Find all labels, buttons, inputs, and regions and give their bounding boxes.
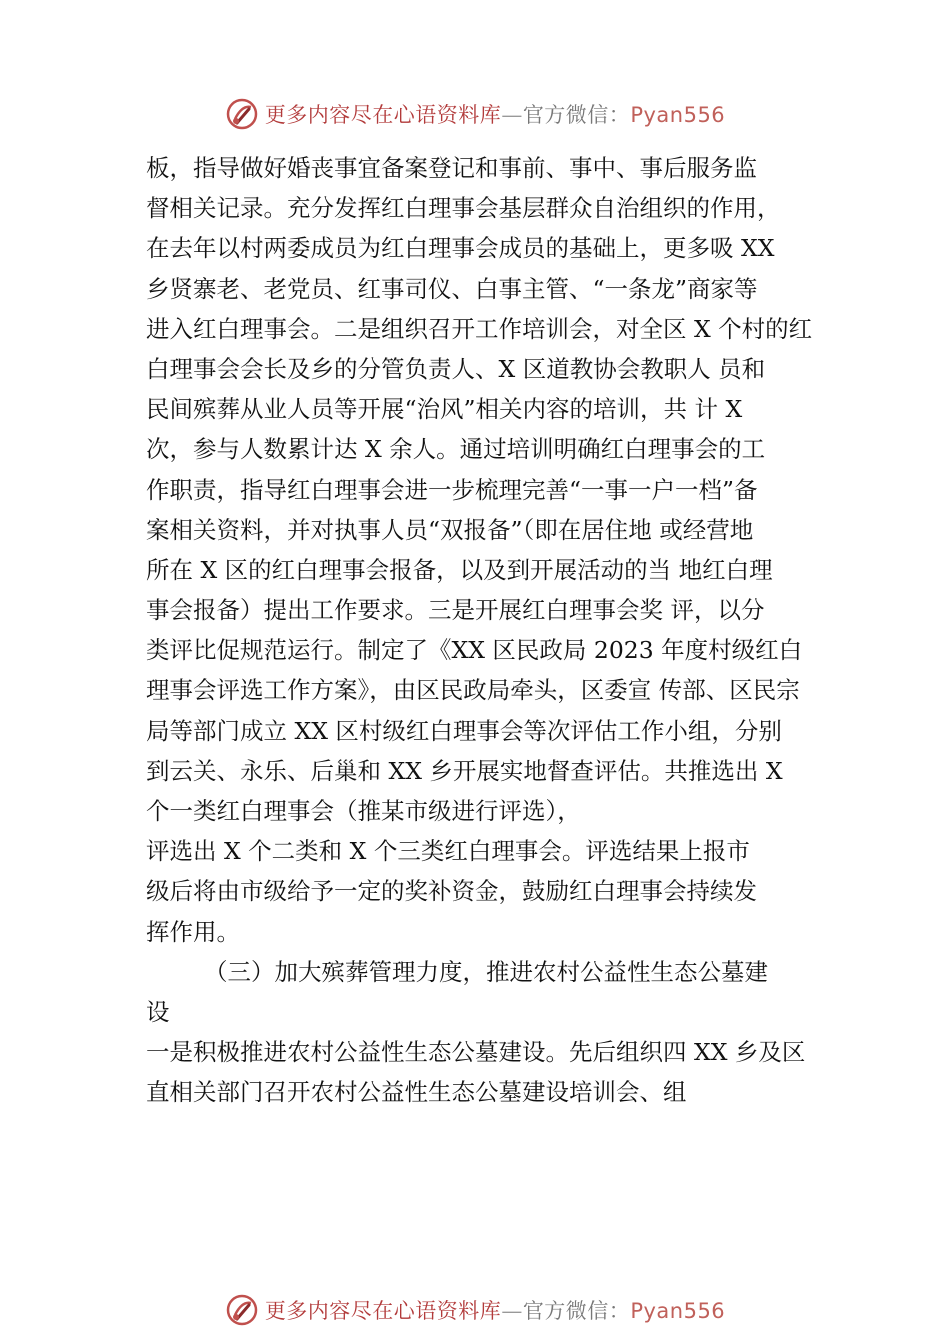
body-line: 督相关记录。充分发挥红白理事会基层群众自治组织的作用， [146, 194, 781, 223]
banner-dash: — [501, 103, 523, 127]
body-line: 民间殡葬从业人员等开展“治风”相关内容的培训，共 计 X [146, 395, 743, 424]
banner-brand: 更多内容尽在心语资料库 [264, 1299, 502, 1323]
body-line: 评选出 X 个二类和 X 个三类红白理事会。评选结果上报市 [146, 837, 750, 866]
body-line: 到云关、永乐、后巢和 XX 乡开展实地督查评估。共推选出 X [146, 756, 783, 785]
banner-dash: — [501, 1299, 523, 1323]
body-line: 作职责，指导红白理事会进一步梳理完善“一事一户一档”备 [146, 475, 758, 504]
banner-text [265, 1295, 725, 1325]
body-line: 在去年以村两委成员为红白理事会成员的基础上，更多吸 XX [146, 234, 775, 263]
body-line: 局等部门成立 XX 区村级红白理事会等次评估工作小组，分别 [146, 716, 782, 745]
body-line: 白理事会会长及乡的分管负责人、X 区道教协会教职人 员和 [146, 354, 766, 383]
body-line: 案相关资料，并对执事人员“双报备”（即在居住地 或经营地 [146, 515, 754, 544]
body-line: 挥作用。 [146, 917, 240, 946]
body-line: 板，指导做好婚丧事宜备案登记和事前、事中、事后服务监 [146, 154, 757, 182]
banner-text [265, 99, 725, 129]
document-body [146, 148, 846, 1113]
footer-banner [0, 1290, 950, 1330]
body-line: 直相关部门召开农村公益性生态公墓建设培训会、组 [146, 1078, 687, 1107]
banner-brand: 更多内容尽在心语资料库 [264, 103, 502, 127]
body-line: 一是积极推进农村公益性生态公墓建设。先后组织四 XX 乡及区 [146, 1038, 806, 1067]
section-heading-continued: 设 [146, 997, 170, 1026]
banner-wechat-id: Pyan556 [630, 1299, 726, 1323]
body-line: 理事会评选工作方案》，由区民政局牵头，区委宣 传部、区民宗 [146, 676, 800, 705]
body-line: 乡贤寨老、老党员、红事司仪、白事主管、“一条龙”商家等 [146, 274, 758, 303]
body-line: 所在 X 区的红白理事会报备，以及到开展活动的当 地红白理 [146, 555, 773, 584]
logo-icon [225, 97, 259, 131]
banner-wechat-label: 官方微信： [522, 1299, 631, 1323]
logo-icon [225, 1293, 259, 1327]
header-banner [0, 94, 950, 134]
body-line: 次，参与人数累计达 X 余人。通过培训明确红白理事会的工 [146, 435, 766, 464]
banner-wechat-label: 官方微信： [522, 103, 631, 127]
banner-wechat-id: Pyan556 [630, 103, 726, 127]
body-line: 级后将由市级给予一定的奖补资金，鼓励红白理事会持续发 [146, 877, 757, 906]
body-line: 进入红白理事会。二是组织召开工作培训会，对全区 X 个村的红 [146, 314, 813, 343]
body-line: 个一类红白理事会（推某市级进行评选）， [146, 797, 581, 825]
body-line: 事会报备）提出工作要求。三是开展红白理事会奖 评，以分 [146, 596, 765, 625]
body-line: 类评比促规范运行。制定了《XX 区民政局 2023 年度村级红白 [146, 636, 803, 665]
section-heading: （三）加大殡葬管理力度，推进农村公益性生态公墓建 [204, 957, 768, 986]
